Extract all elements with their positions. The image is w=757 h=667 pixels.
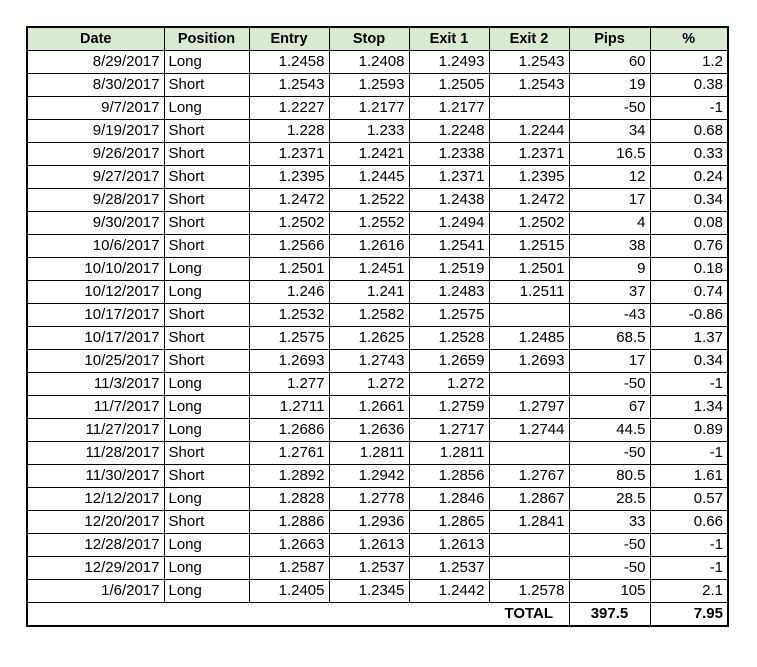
total-row	[27, 603, 728, 627]
cell-percent: 0.76	[650, 235, 728, 258]
cell-date: 10/17/2017	[27, 327, 164, 350]
cell-exit-2: 1.2797	[489, 396, 569, 419]
cell-date: 10/6/2017	[27, 235, 164, 258]
table-row	[27, 143, 728, 166]
total-percent: 7.95	[650, 603, 728, 627]
cell-percent: -1	[650, 97, 728, 120]
total-blank-cell	[409, 603, 489, 627]
cell-entry: 1.2693	[249, 350, 329, 373]
table-row	[27, 419, 728, 442]
trade-table	[26, 26, 729, 627]
cell-exit-2: 1.2841	[489, 511, 569, 534]
cell-percent: -1	[650, 557, 728, 580]
cell-pips: 34	[569, 120, 650, 143]
cell-pips: 38	[569, 235, 650, 258]
cell-entry: 1.228	[249, 120, 329, 143]
cell-date: 10/10/2017	[27, 258, 164, 281]
cell-entry: 1.2575	[249, 327, 329, 350]
table-row	[27, 212, 728, 235]
cell-stop: 1.2537	[329, 557, 409, 580]
cell-entry: 1.2472	[249, 189, 329, 212]
cell-pips: -50	[569, 442, 650, 465]
cell-exit-2	[489, 373, 569, 396]
cell-pips: 68.5	[569, 327, 650, 350]
cell-pips: -43	[569, 304, 650, 327]
cell-exit-1: 1.2575	[409, 304, 489, 327]
cell-pips: -50	[569, 373, 650, 396]
table-body	[27, 51, 728, 603]
cell-date: 11/3/2017	[27, 373, 164, 396]
cell-exit-1: 1.2717	[409, 419, 489, 442]
cell-exit-2: 1.2693	[489, 350, 569, 373]
cell-exit-1: 1.2338	[409, 143, 489, 166]
cell-position: Short	[164, 465, 249, 488]
cell-exit-1: 1.2759	[409, 396, 489, 419]
cell-exit-1: 1.2519	[409, 258, 489, 281]
total-blank-cell	[27, 603, 164, 627]
cell-exit-2	[489, 534, 569, 557]
cell-date: 10/12/2017	[27, 281, 164, 304]
cell-entry: 1.2227	[249, 97, 329, 120]
cell-date: 8/29/2017	[27, 51, 164, 74]
cell-entry: 1.2371	[249, 143, 329, 166]
cell-entry: 1.2532	[249, 304, 329, 327]
cell-date: 11/7/2017	[27, 396, 164, 419]
cell-percent: 0.89	[650, 419, 728, 442]
cell-exit-1: 1.2493	[409, 51, 489, 74]
cell-percent: 0.66	[650, 511, 728, 534]
cell-date: 9/19/2017	[27, 120, 164, 143]
cell-exit-1: 1.2438	[409, 189, 489, 212]
trade-log	[26, 26, 729, 627]
cell-exit-1: 1.2248	[409, 120, 489, 143]
cell-percent: 0.24	[650, 166, 728, 189]
cell-exit-2	[489, 304, 569, 327]
cell-date: 12/20/2017	[27, 511, 164, 534]
cell-entry: 1.2711	[249, 396, 329, 419]
total-blank-cell	[249, 603, 329, 627]
table-row	[27, 97, 728, 120]
cell-entry: 1.2405	[249, 580, 329, 603]
cell-exit-1: 1.2846	[409, 488, 489, 511]
cell-stop: 1.2421	[329, 143, 409, 166]
cell-percent: 1.34	[650, 396, 728, 419]
header-entry: Entry	[249, 27, 329, 51]
cell-pips: -50	[569, 534, 650, 557]
cell-stop: 1.2661	[329, 396, 409, 419]
table-row	[27, 74, 728, 97]
cell-exit-1: 1.2811	[409, 442, 489, 465]
table-row	[27, 373, 728, 396]
cell-pips: 33	[569, 511, 650, 534]
cell-percent: 0.34	[650, 350, 728, 373]
cell-exit-2: 1.2578	[489, 580, 569, 603]
cell-stop: 1.2582	[329, 304, 409, 327]
cell-stop: 1.2345	[329, 580, 409, 603]
cell-date: 11/28/2017	[27, 442, 164, 465]
table-row	[27, 235, 728, 258]
cell-entry: 1.2543	[249, 74, 329, 97]
cell-percent: 0.38	[650, 74, 728, 97]
total-blank-cell	[329, 603, 409, 627]
cell-percent: 0.34	[650, 189, 728, 212]
cell-stop: 1.233	[329, 120, 409, 143]
table-row	[27, 488, 728, 511]
cell-entry: 1.2686	[249, 419, 329, 442]
total-label: TOTAL	[489, 603, 569, 627]
cell-exit-1: 1.2659	[409, 350, 489, 373]
cell-pips: 9	[569, 258, 650, 281]
cell-exit-1: 1.2537	[409, 557, 489, 580]
cell-exit-1: 1.2442	[409, 580, 489, 603]
cell-position: Long	[164, 488, 249, 511]
cell-position: Short	[164, 304, 249, 327]
cell-position: Long	[164, 97, 249, 120]
cell-stop: 1.2636	[329, 419, 409, 442]
cell-position: Long	[164, 258, 249, 281]
table-row	[27, 304, 728, 327]
header-date: Date	[27, 27, 164, 51]
cell-percent: 0.08	[650, 212, 728, 235]
table-row	[27, 189, 728, 212]
cell-entry: 1.2892	[249, 465, 329, 488]
total-blank-cell	[164, 603, 249, 627]
cell-pips: -50	[569, 97, 650, 120]
cell-date: 10/17/2017	[27, 304, 164, 327]
cell-percent: 0.18	[650, 258, 728, 281]
cell-stop: 1.2445	[329, 166, 409, 189]
cell-entry: 1.246	[249, 281, 329, 304]
cell-exit-2: 1.2472	[489, 189, 569, 212]
cell-stop: 1.272	[329, 373, 409, 396]
cell-stop: 1.2625	[329, 327, 409, 350]
cell-date: 11/27/2017	[27, 419, 164, 442]
cell-pips: 17	[569, 350, 650, 373]
cell-stop: 1.2743	[329, 350, 409, 373]
cell-exit-2: 1.2502	[489, 212, 569, 235]
cell-position: Short	[164, 189, 249, 212]
cell-exit-2: 1.2371	[489, 143, 569, 166]
cell-exit-2: 1.2867	[489, 488, 569, 511]
cell-date: 9/30/2017	[27, 212, 164, 235]
cell-entry: 1.2458	[249, 51, 329, 74]
cell-exit-1: 1.272	[409, 373, 489, 396]
cell-pips: 67	[569, 396, 650, 419]
cell-position: Short	[164, 143, 249, 166]
cell-exit-2	[489, 442, 569, 465]
cell-date: 11/30/2017	[27, 465, 164, 488]
cell-position: Long	[164, 396, 249, 419]
cell-stop: 1.2811	[329, 442, 409, 465]
cell-percent: -0.86	[650, 304, 728, 327]
cell-stop: 1.2936	[329, 511, 409, 534]
cell-stop: 1.2408	[329, 51, 409, 74]
table-row	[27, 51, 728, 74]
cell-exit-1: 1.2494	[409, 212, 489, 235]
table-row	[27, 465, 728, 488]
cell-exit-2: 1.2485	[489, 327, 569, 350]
cell-stop: 1.2942	[329, 465, 409, 488]
cell-date: 9/27/2017	[27, 166, 164, 189]
cell-exit-2: 1.2511	[489, 281, 569, 304]
cell-date: 1/6/2017	[27, 580, 164, 603]
cell-stop: 1.2616	[329, 235, 409, 258]
cell-exit-2: 1.2501	[489, 258, 569, 281]
cell-position: Long	[164, 373, 249, 396]
cell-position: Short	[164, 442, 249, 465]
cell-exit-2: 1.2515	[489, 235, 569, 258]
cell-percent: -1	[650, 442, 728, 465]
header-row	[27, 27, 728, 51]
cell-exit-2	[489, 97, 569, 120]
table-row	[27, 511, 728, 534]
cell-stop: 1.2552	[329, 212, 409, 235]
cell-date: 9/28/2017	[27, 189, 164, 212]
cell-position: Long	[164, 534, 249, 557]
cell-entry: 1.2828	[249, 488, 329, 511]
cell-exit-1: 1.2177	[409, 97, 489, 120]
cell-percent: 1.37	[650, 327, 728, 350]
cell-exit-2: 1.2395	[489, 166, 569, 189]
table-row	[27, 258, 728, 281]
cell-percent: 1.61	[650, 465, 728, 488]
table-row	[27, 442, 728, 465]
cell-pips: 16.5	[569, 143, 650, 166]
cell-exit-1: 1.2505	[409, 74, 489, 97]
cell-date: 10/25/2017	[27, 350, 164, 373]
cell-exit-1: 1.2856	[409, 465, 489, 488]
cell-pips: 44.5	[569, 419, 650, 442]
table-row	[27, 350, 728, 373]
cell-exit-2: 1.2767	[489, 465, 569, 488]
header-stop: Stop	[329, 27, 409, 51]
cell-date: 9/26/2017	[27, 143, 164, 166]
cell-position: Short	[164, 166, 249, 189]
cell-position: Long	[164, 419, 249, 442]
cell-position: Long	[164, 51, 249, 74]
cell-position: Short	[164, 235, 249, 258]
cell-pips: 17	[569, 189, 650, 212]
cell-pips: 80.5	[569, 465, 650, 488]
header-position: Position	[164, 27, 249, 51]
cell-exit-1: 1.2541	[409, 235, 489, 258]
cell-entry: 1.2886	[249, 511, 329, 534]
cell-position: Short	[164, 327, 249, 350]
cell-stop: 1.2177	[329, 97, 409, 120]
cell-exit-2	[489, 557, 569, 580]
cell-position: Long	[164, 580, 249, 603]
cell-percent: 2.1	[650, 580, 728, 603]
cell-percent: -1	[650, 373, 728, 396]
cell-pips: 105	[569, 580, 650, 603]
cell-percent: 0.74	[650, 281, 728, 304]
table-row	[27, 580, 728, 603]
cell-entry: 1.2663	[249, 534, 329, 557]
cell-pips: 28.5	[569, 488, 650, 511]
cell-percent: -1	[650, 534, 728, 557]
cell-exit-2: 1.2543	[489, 51, 569, 74]
cell-stop: 1.2451	[329, 258, 409, 281]
cell-stop: 1.2613	[329, 534, 409, 557]
cell-date: 12/12/2017	[27, 488, 164, 511]
cell-stop: 1.2593	[329, 74, 409, 97]
cell-exit-1: 1.2528	[409, 327, 489, 350]
table-row	[27, 534, 728, 557]
table-row	[27, 281, 728, 304]
cell-percent: 1.2	[650, 51, 728, 74]
cell-position: Short	[164, 74, 249, 97]
header-exit-2: Exit 2	[489, 27, 569, 51]
cell-percent: 0.57	[650, 488, 728, 511]
cell-position: Long	[164, 281, 249, 304]
cell-stop: 1.241	[329, 281, 409, 304]
cell-exit-1: 1.2483	[409, 281, 489, 304]
cell-date: 8/30/2017	[27, 74, 164, 97]
cell-exit-1: 1.2371	[409, 166, 489, 189]
cell-percent: 0.68	[650, 120, 728, 143]
cell-exit-2: 1.2244	[489, 120, 569, 143]
table-row	[27, 327, 728, 350]
cell-percent: 0.33	[650, 143, 728, 166]
cell-exit-1: 1.2865	[409, 511, 489, 534]
table-row	[27, 557, 728, 580]
cell-position: Long	[164, 557, 249, 580]
cell-position: Short	[164, 212, 249, 235]
cell-entry: 1.2566	[249, 235, 329, 258]
cell-pips: 60	[569, 51, 650, 74]
cell-position: Short	[164, 120, 249, 143]
cell-date: 12/29/2017	[27, 557, 164, 580]
cell-entry: 1.2587	[249, 557, 329, 580]
cell-position: Short	[164, 511, 249, 534]
header-exit-1: Exit 1	[409, 27, 489, 51]
header-percent: %	[650, 27, 728, 51]
cell-date: 12/28/2017	[27, 534, 164, 557]
cell-pips: 19	[569, 74, 650, 97]
total-pips: 397.5	[569, 603, 650, 627]
cell-entry: 1.2501	[249, 258, 329, 281]
table-row	[27, 120, 728, 143]
cell-entry: 1.277	[249, 373, 329, 396]
cell-pips: -50	[569, 557, 650, 580]
cell-date: 9/7/2017	[27, 97, 164, 120]
cell-pips: 37	[569, 281, 650, 304]
cell-exit-2: 1.2543	[489, 74, 569, 97]
cell-entry: 1.2761	[249, 442, 329, 465]
cell-entry: 1.2502	[249, 212, 329, 235]
cell-exit-2: 1.2744	[489, 419, 569, 442]
cell-entry: 1.2395	[249, 166, 329, 189]
cell-pips: 4	[569, 212, 650, 235]
header-pips: Pips	[569, 27, 650, 51]
table-row	[27, 396, 728, 419]
cell-exit-1: 1.2613	[409, 534, 489, 557]
cell-pips: 12	[569, 166, 650, 189]
table-row	[27, 166, 728, 189]
cell-stop: 1.2522	[329, 189, 409, 212]
cell-stop: 1.2778	[329, 488, 409, 511]
cell-position: Short	[164, 350, 249, 373]
